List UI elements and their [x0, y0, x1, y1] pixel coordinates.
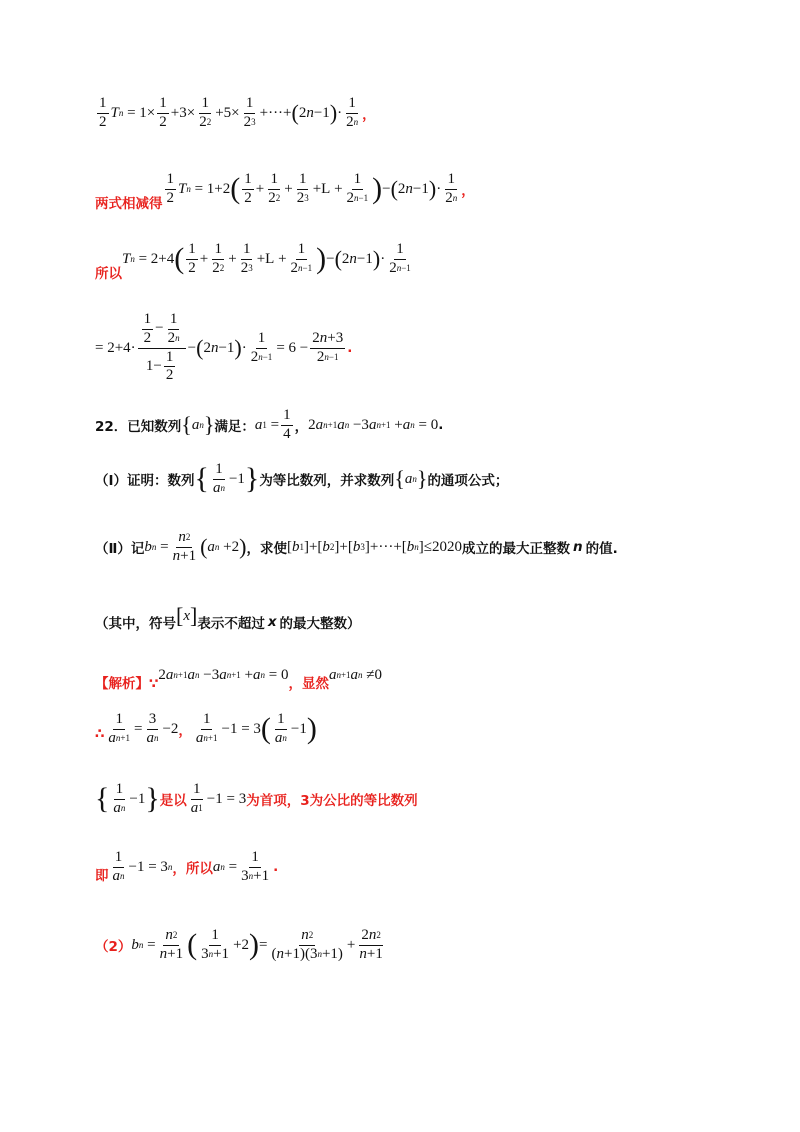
- solution-line-4: 即 1 a n −1 = 3 n ，所以 a n = 1 3 n +1 .: [95, 849, 279, 885]
- note-text-c: 的最大整数）: [279, 616, 361, 632]
- formula-tn-result: = 2+4· $\frac{1}{2}$ − 1 2 n 1− $\frac{1}{2}$ − ( 2 n −1 ) · 1 2 n −1 = 6 − 2 n +3 2 n −1: [95, 311, 344, 384]
- formula-line-1: [95, 96, 760, 131]
- solution-line-3: { 1 a n −1 } 是以 1 a 1 −1 = 3 为首项，3为公比的等比数列: [95, 781, 418, 816]
- q22-sep: ，: [294, 419, 309, 436]
- formula-half-tn-sum: $\frac{1}{2}$ T n = 1× $\frac{1}{2}$ +3× 1 2 2 +5× 1 2 3 +···+ ( 2 n −1 ) · 1 2 n: [99, 95, 359, 130]
- formula-line-2: [95, 166, 760, 212]
- q22-end: .: [438, 417, 444, 434]
- part1-text-c: 的通项公式；: [427, 473, 509, 490]
- comma: ，: [461, 183, 475, 199]
- comma: ，: [362, 107, 376, 124]
- question-part-1: （Ⅰ）证明：数列 { 1 a n −1 } 为等比数列，并求数列 { a n } 的通项公式；: [95, 461, 509, 496]
- part2-label: （2）: [95, 939, 132, 956]
- ji-period: .: [273, 859, 279, 876]
- so-label: 所以: [95, 266, 122, 282]
- formula-line-4: [95, 312, 760, 384]
- solution-part-2: （2） b n = n 2 n +1 ( 1 3 n +1 +2 ) = n 2 ( n +1)(3 n +1) + 2 n 2 n +1: [95, 927, 383, 962]
- note-text-b: 表示不超过: [197, 616, 265, 632]
- ji-comma: ，所以: [172, 861, 213, 878]
- solution-line-2: ∴ 1 a n +1 = 3 a n −2 ， 1 a n +1 −1 = 3 ( 1 a n −1 ): [95, 711, 317, 746]
- question-part-2: （Ⅱ）记 b n = n 2 n +1 ( a n +2 ) ，求使 [ b 1 ]+[ b 2 ]+[ b 3 ]+···+[ b n ]≤2020 成立的最大正整数 n 的值.: [95, 529, 618, 564]
- geometric-text-a: 是以: [159, 793, 187, 810]
- part1-text-b: 为等比数列，并求数列: [259, 473, 395, 490]
- solution-line-1: 【解析】∵ 2 a n +1 a n −3 a n +1 + a n = 0 ，显然 a n +1 a n ≠0: [95, 666, 383, 692]
- question-note: （其中，符号 [ x ] 表示不超过 x 的最大整数）: [95, 603, 361, 632]
- note-text-a: （其中，符号: [95, 616, 176, 632]
- part2-text-b: ，求使: [246, 541, 287, 558]
- solution-label: 【解析】∵: [95, 676, 159, 692]
- formula-subtraction: $\frac{1}{2}$ T n = 1+2 ( $\frac{1}{2}$ + 1 2 2 + 1 2 3 +L + 1 2 n −1 ) − ( 2 n −1 ) · 1 2 n: [166, 170, 458, 206]
- part2-text-c: 成立的最大正整数: [462, 541, 571, 558]
- note-x: x: [267, 614, 277, 630]
- part2-text-d: 的值.: [585, 541, 618, 558]
- geometric-text-b: 为首项，3为公比的等比数列: [246, 793, 418, 810]
- solution-comma: ，显然: [288, 676, 329, 692]
- ji-label: 即: [95, 868, 109, 885]
- q22-mid: 满足：: [214, 419, 255, 436]
- formula-line-3: [95, 236, 760, 282]
- subtract-label: 两式相减得: [95, 196, 163, 212]
- question-22: 22．已知数列 { a n } 满足： a 1 = $\frac{1}{4}$ ， 2 a n +1 a n −3 a n +1 + a n = 0 .: [95, 407, 444, 442]
- therefore-symbol: ∴: [95, 726, 105, 743]
- therefore-comma: ，: [178, 723, 192, 740]
- part2-text-a: （Ⅱ）记: [95, 541, 145, 558]
- part1-text-a: （Ⅰ）证明：数列: [95, 473, 195, 490]
- part2-n: n: [573, 539, 583, 556]
- period: .: [347, 340, 353, 356]
- question-number: 22．已知数列: [95, 419, 182, 436]
- formula-tn: T n = 2+4 ( $\frac{1}{2}$ + 1 2 2 + 1 2 3 +L + 1 2 n −1 ) − ( 2 n −1 ) · 1 2 n −1: [122, 240, 411, 276]
